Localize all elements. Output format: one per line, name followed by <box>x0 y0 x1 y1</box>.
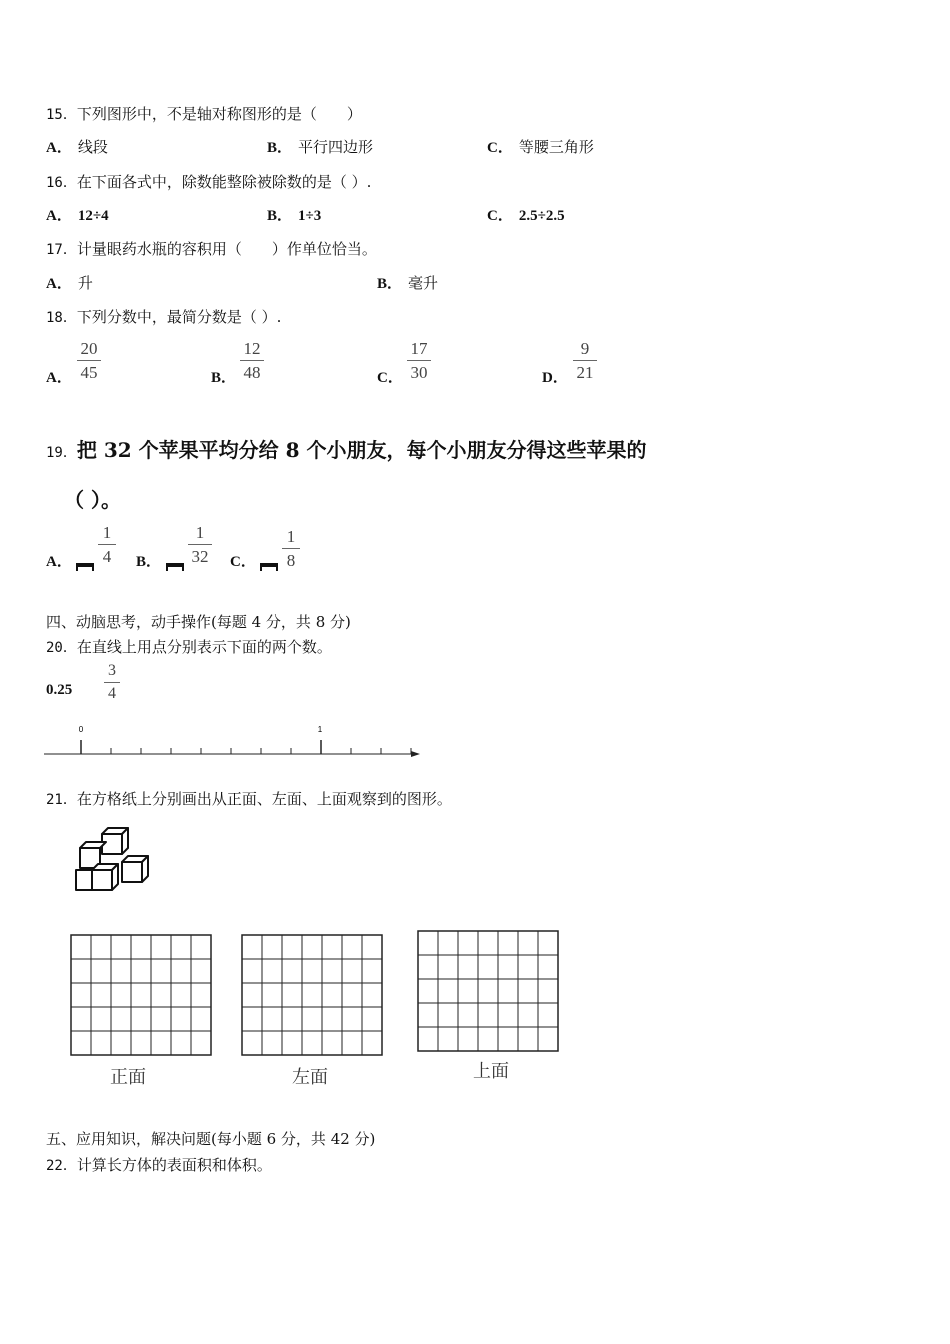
question-number: 15． <box>46 107 77 123</box>
question-19 <box>46 434 646 463</box>
question-text: 在下面各式中，除数能整除被除数的是（ ）. <box>76 173 372 191</box>
question-15 <box>46 103 362 124</box>
fraction-option-a: 1 4 <box>98 524 116 565</box>
question-20 <box>46 636 332 657</box>
option-d[interactable]: D． <box>542 370 568 386</box>
option-a[interactable]: A． <box>46 370 72 386</box>
number-line[interactable] <box>40 720 430 764</box>
fraction-option-c: 1 8 <box>282 528 300 569</box>
option-c[interactable]: C． 2.5÷2.5 <box>487 208 565 224</box>
question-19-blank: （ ）。 <box>64 488 121 512</box>
question-text: 在直线上用点分别表示下面的两个数。 <box>76 638 332 656</box>
number-line-label-1: 1 <box>317 725 323 734</box>
grid-border <box>242 935 382 1055</box>
question-18 <box>46 306 281 327</box>
fraction-option-d: 9 21 <box>573 340 597 381</box>
question-text: 下列分数中，最简分数是（ ）. <box>76 308 282 326</box>
question-17 <box>46 238 377 259</box>
answer-box <box>76 563 94 571</box>
value-fraction: 3 4 <box>104 663 120 702</box>
option-b[interactable]: B． 毫升 <box>377 274 439 292</box>
option-a[interactable]: A． 12÷4 <box>46 208 109 224</box>
grid-border <box>418 931 558 1051</box>
question-number: 16． <box>46 175 77 191</box>
grid-border <box>71 935 211 1055</box>
section-5-title: 五、应用知识，解决问题(每小题 6 分，共 42 分) <box>46 1130 376 1148</box>
grid-left[interactable] <box>241 934 383 1058</box>
question-number: 18． <box>46 310 77 326</box>
question-text: 计算长方体的表面积和体积。 <box>76 1156 272 1174</box>
option-c[interactable]: C． <box>377 370 403 386</box>
value-decimal: 0.25 <box>46 682 73 698</box>
option-b[interactable]: B． <box>211 370 237 386</box>
section-4-title: 四、动脑思考，动手操作(每题 4 分，共 8 分) <box>46 613 351 631</box>
question-number: 17． <box>46 242 77 258</box>
option-b[interactable]: B． 1÷3 <box>267 208 322 224</box>
fraction-option-a: 20 45 <box>77 340 101 381</box>
question-text: 下列图形中，不是轴对称图形的是（ ） <box>76 105 362 123</box>
number-line-arrow <box>411 751 420 757</box>
fraction-option-b: 1 32 <box>188 524 212 565</box>
fraction-option-b: 12 48 <box>240 340 264 381</box>
grid-caption-front: 正面 <box>110 1067 146 1088</box>
answer-box <box>260 563 278 571</box>
answer-box <box>166 563 184 571</box>
cube-stack-illustration <box>62 826 172 906</box>
option-a[interactable]: A． <box>46 554 72 570</box>
grid-top[interactable] <box>417 930 559 1054</box>
question-text: 把 32 个苹果平均分给 8 个小朋友，每个小朋友分得这些苹果的 <box>76 438 647 462</box>
option-a[interactable]: A． 线段 <box>46 138 108 156</box>
question-number: 21． <box>46 792 77 808</box>
question-text: 在方格纸上分别画出从正面、左面、上面观察到的图形。 <box>76 790 452 808</box>
option-c[interactable]: C． 等腰三角形 <box>487 138 594 156</box>
option-b[interactable]: B． 平行四边形 <box>267 138 374 156</box>
question-number: 22． <box>46 1158 77 1174</box>
question-number: 20． <box>46 640 77 656</box>
grid-caption-left: 左面 <box>292 1067 328 1088</box>
grid-caption-top: 上面 <box>473 1061 509 1082</box>
number-line-ticks <box>81 740 411 754</box>
fraction-option-c: 17 30 <box>407 340 431 381</box>
option-b[interactable]: B． <box>136 554 162 570</box>
question-text: 计量眼药水瓶的容积用（ ）作单位恰当。 <box>76 240 377 258</box>
number-line-label-0: 0 <box>78 725 84 734</box>
question-16 <box>46 171 371 192</box>
option-c[interactable]: C． <box>230 554 256 570</box>
option-a[interactable]: A． 升 <box>46 274 93 292</box>
question-number: 19． <box>46 445 77 461</box>
question-22 <box>46 1154 272 1175</box>
grid-front[interactable] <box>70 934 212 1058</box>
question-21 <box>46 788 452 809</box>
